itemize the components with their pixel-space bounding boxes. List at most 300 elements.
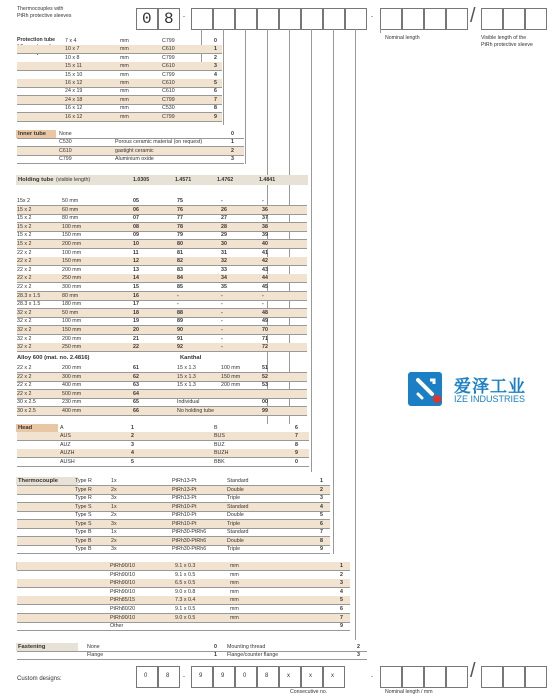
- element-material: PtRh10-Pt: [172, 512, 197, 518]
- option-code: 6: [295, 425, 298, 431]
- length-box-3[interactable]: [424, 8, 446, 30]
- unit: mm: [230, 606, 239, 612]
- code-box-10[interactable]: [345, 8, 367, 30]
- unit: mm: [120, 96, 129, 103]
- code-1-4571: 80: [177, 241, 183, 247]
- alloy-code: 63: [133, 382, 139, 389]
- sleeve-material: PtRh80/20: [110, 606, 136, 612]
- code-1-4841: 70: [262, 327, 268, 333]
- kanthal-length: 200 mm: [221, 382, 241, 389]
- code-box-2[interactable]: [158, 8, 180, 30]
- code-1-4762: -: [221, 292, 223, 299]
- code-1-0305: 10: [133, 241, 139, 247]
- table-row: [17, 643, 367, 651]
- code-1-4762: 33: [221, 266, 227, 273]
- element-count: 2x: [111, 537, 117, 544]
- code-1-4571: 84: [177, 275, 183, 282]
- tube-dimensions: 15 x 10: [65, 71, 83, 78]
- table-row: [17, 458, 309, 466]
- code-1-4841: 37: [262, 215, 268, 222]
- visible-length: 200 mm: [62, 266, 82, 273]
- code-1-4571: 78: [177, 223, 183, 230]
- code-box-9[interactable]: [323, 8, 345, 30]
- tube-dimensions: 15 x 11: [65, 63, 82, 70]
- code-box-4[interactable]: [213, 8, 235, 30]
- table-row: [17, 87, 222, 95]
- alloy-code: 61: [133, 365, 139, 371]
- tube-dimensions: 15 x 2: [17, 206, 32, 213]
- element-material: PtRh13-Pt: [172, 495, 197, 501]
- head-type: BBK: [214, 458, 225, 465]
- table-row: [17, 407, 307, 415]
- kanthal-code: 52: [262, 373, 268, 380]
- visible-length: 400 mm: [62, 408, 82, 414]
- footer-sleeve-box-2[interactable]: [503, 666, 525, 688]
- option-code: 1: [214, 652, 217, 659]
- option-code: 9: [295, 450, 298, 457]
- head-type: A: [60, 425, 64, 431]
- table-row: [17, 231, 307, 239]
- material-1-0305: 1.0305: [133, 177, 150, 183]
- tube-dimensions: 15 x 2: [17, 232, 32, 239]
- alloy-code: 64: [133, 390, 139, 397]
- element-count: 3x: [111, 546, 117, 552]
- tube-dimensions: 22 x 2: [17, 365, 32, 371]
- custom-code-char: x: [331, 673, 334, 679]
- code-1-4762: -: [221, 309, 223, 316]
- table-row: [17, 562, 350, 570]
- code-1-4841: 38: [262, 223, 268, 230]
- alloy-title: Alloy 600 (mat. no. 2.4816): [17, 355, 90, 361]
- footer-length-box[interactable]: [424, 666, 446, 688]
- code-digit-0: 0: [142, 10, 152, 28]
- code-1-4571: 90: [177, 327, 183, 333]
- option-code: 5: [131, 458, 134, 465]
- sleeve-box-2[interactable]: [503, 8, 525, 30]
- option-code: 3: [131, 441, 134, 448]
- head-type: BUS: [214, 433, 225, 440]
- material-1-4762: 1.4762: [217, 177, 234, 183]
- option-code: 3: [357, 652, 360, 659]
- code-1-4571: 82: [177, 258, 183, 265]
- custom-code-box[interactable]: [279, 666, 301, 688]
- code-1-4841: 49: [262, 318, 268, 325]
- sleeve-dimensions: 6.5 x 0.5: [175, 580, 196, 587]
- tube-dimensions: 28.3 x 1.5: [17, 301, 41, 308]
- tube-dimensions: 32 x 2: [17, 318, 32, 325]
- code-1-0305: 13: [133, 266, 139, 273]
- element-count: 1x: [111, 529, 117, 535]
- code-1-4571: 75: [177, 198, 183, 204]
- table-row: [17, 651, 367, 659]
- code-1-4762: 27: [221, 215, 227, 222]
- kanthal-dimensions: 15 x 1.3: [177, 382, 196, 389]
- material-1-4841: 1.4841: [259, 177, 276, 183]
- sleeve-box-1[interactable]: [481, 8, 503, 30]
- table-row: [17, 398, 307, 406]
- kanthal-code: 00: [262, 399, 268, 406]
- table-row: [17, 283, 307, 291]
- sleeve-material: PtRh85/15: [110, 597, 136, 604]
- option-code: 9: [214, 113, 217, 120]
- code-1-4571: 89: [177, 318, 183, 325]
- tube-dimensions: 22 x 2: [17, 373, 32, 380]
- code-1-4841: 40: [262, 241, 268, 247]
- unit: mm: [120, 71, 129, 78]
- unit: mm: [120, 105, 129, 112]
- code-1-0305: 19: [133, 318, 139, 325]
- holding-tube-subtitle: (visible length): [56, 177, 91, 183]
- table-row: [17, 206, 307, 214]
- table-row: [17, 113, 222, 121]
- option-code: 6: [214, 88, 217, 95]
- logo-english: IZE INDUSTRIES: [454, 394, 526, 404]
- code-1-4841: 71: [262, 335, 268, 342]
- configuration: Standard: [227, 478, 249, 484]
- option-code: 2: [214, 54, 217, 61]
- inner-material: C610: [59, 147, 72, 154]
- logo-chinese: 爱泽工业: [454, 377, 526, 396]
- footer-slash: /: [470, 660, 476, 682]
- sleeve-dimensions: 9.1 x 0.3: [175, 563, 196, 569]
- code-1-4762: -: [221, 301, 223, 308]
- element-count: 2x: [111, 486, 117, 493]
- option-code: 8: [320, 537, 323, 544]
- table-row: [17, 622, 350, 630]
- table-row: [17, 503, 330, 511]
- visible-length: 200 mm: [62, 365, 82, 371]
- tube-dimensions: 30 x 2.5: [17, 408, 36, 414]
- alloy-code: 66: [133, 408, 139, 414]
- code-1-4762: 30: [221, 241, 227, 247]
- visible-length: 60 mm: [62, 206, 79, 213]
- sleeve-material: PtRh90/10: [110, 571, 136, 578]
- table-row: [17, 381, 307, 389]
- table-row: [17, 537, 330, 545]
- code-1-4841: 39: [262, 232, 268, 239]
- length-box-4[interactable]: [446, 8, 468, 30]
- custom-code-box[interactable]: [158, 666, 180, 688]
- custom-code-box[interactable]: [191, 666, 213, 688]
- inner-description: gastight ceramic: [115, 147, 154, 154]
- holding-tube-title: Holding tube: [18, 177, 54, 183]
- visible-length: 100 mm: [62, 249, 82, 256]
- option-code: 2: [340, 571, 343, 578]
- configuration: Double: [227, 512, 244, 518]
- kanthal-length: 100 mm: [221, 365, 241, 371]
- option-code: 5: [320, 512, 323, 518]
- tube-material: C530: [162, 105, 175, 112]
- table-row: [17, 79, 222, 87]
- protection-tube-title: Protection tube: [17, 37, 56, 43]
- option-code: 7: [320, 529, 323, 535]
- table-row: [17, 511, 330, 519]
- code-box-3[interactable]: [191, 8, 213, 30]
- sleeve-dimensions: 9.0 x 0.5: [175, 614, 196, 621]
- tube-dimensions: 22 x 2: [17, 266, 32, 273]
- option-code: 4: [340, 588, 343, 595]
- thermocouple-type: Type R: [75, 478, 92, 484]
- option-code: 9: [320, 546, 323, 552]
- thermocouple-type: Type S: [75, 520, 92, 527]
- option-code: 4: [131, 450, 134, 457]
- sleeve-material: PtRh90/10: [110, 563, 136, 569]
- fastening-title: Fastening: [16, 643, 78, 651]
- code-1-4841: 42: [262, 258, 268, 265]
- table-row: [17, 155, 244, 163]
- custom-code-box[interactable]: [213, 666, 235, 688]
- configuration: Double: [227, 537, 244, 544]
- tube-dimensions: 16 x 12: [65, 113, 83, 120]
- option-code: 0: [214, 644, 217, 650]
- code-1-4762: -: [221, 198, 223, 204]
- custom-code-box[interactable]: [323, 666, 345, 688]
- kanthal-length: 150 mm: [221, 373, 241, 380]
- footer-length-box[interactable]: [446, 666, 468, 688]
- code-1-4571: -: [177, 301, 179, 308]
- code-1-4762: -: [221, 344, 223, 351]
- option-code: 2: [357, 644, 360, 650]
- footer-length-box[interactable]: [402, 666, 424, 688]
- code-1-0305: 09: [133, 232, 139, 239]
- table-row: [17, 614, 350, 622]
- option-code: 6: [320, 520, 323, 527]
- tube-dimensions: 32 x 2: [17, 309, 32, 316]
- product-title: Thermocouples with PtRh protective sleeves: [17, 6, 72, 19]
- element-material: PtRh13-Pt: [172, 486, 197, 493]
- visible-length: 150 mm: [62, 232, 82, 239]
- tube-material: C799: [162, 38, 175, 44]
- table-row: [17, 441, 309, 449]
- table-row: [17, 335, 307, 343]
- head-type: AUZH: [60, 450, 75, 457]
- table-row: [17, 390, 307, 398]
- thermocouple-type: Type B: [75, 546, 92, 552]
- element-material: PtRh30-PtRh6: [172, 546, 207, 552]
- kanthal-dimensions: 15 x 1.3: [177, 373, 196, 380]
- option-code: 8: [214, 105, 217, 112]
- option-code: 0: [295, 458, 298, 465]
- custom-code-char: 9: [199, 673, 203, 679]
- inner-material: C530: [59, 139, 72, 146]
- visible-length: 200 mm: [62, 335, 82, 342]
- code-1-4841: -: [262, 198, 264, 204]
- visible-length: 250 mm: [62, 344, 82, 351]
- table-row: [17, 54, 222, 62]
- code-1-4841: -: [262, 301, 264, 308]
- table-row: [17, 571, 350, 579]
- custom-code-box[interactable]: [257, 666, 279, 688]
- code-1-4571: 88: [177, 309, 183, 316]
- table-row: [17, 494, 330, 502]
- code-1-4762: 31: [221, 249, 227, 256]
- option-code: 0: [231, 131, 234, 137]
- tube-material: C610: [162, 63, 175, 70]
- option-code: 2: [231, 147, 234, 154]
- code-1-0305: 05: [133, 198, 139, 204]
- custom-code-box[interactable]: [301, 666, 323, 688]
- inner-tube-title: Inner tube: [16, 130, 56, 138]
- code-1-0305: 17: [133, 301, 139, 308]
- inner-material: None: [59, 131, 72, 137]
- kanthal-dimensions: 15 x 1.3: [177, 365, 196, 371]
- unit: mm: [230, 571, 239, 578]
- code-box-5[interactable]: [235, 8, 257, 30]
- code-1-4571: 85: [177, 284, 183, 290]
- code-digit-8: 8: [164, 10, 174, 28]
- option-code: 8: [295, 441, 298, 448]
- inner-description: Porous ceramic material (on request): [115, 139, 203, 146]
- head-type: AUZ: [60, 441, 71, 448]
- visible-length-label: Visible length of the PtRh protective sleeve: [481, 35, 533, 48]
- option-code: 3: [340, 580, 343, 587]
- length-box-2[interactable]: [402, 8, 424, 30]
- tube-material: C799: [162, 71, 175, 78]
- tube-material: C799: [162, 96, 175, 103]
- thermocouple-title: Thermocouple: [16, 477, 78, 485]
- code-1-4762: -: [221, 318, 223, 325]
- visible-length: 200 mm: [62, 241, 82, 247]
- element-material: PtRh30-PtRh6: [172, 529, 207, 535]
- configuration: Triple: [227, 546, 241, 552]
- code-1-4571: -: [177, 292, 179, 299]
- visible-length: 100 mm: [62, 318, 82, 325]
- head-type: AUSH: [60, 458, 75, 465]
- unit: mm: [120, 54, 129, 61]
- sleeve-box-3[interactable]: [525, 8, 547, 30]
- table-row: [17, 104, 222, 112]
- ize-logo-icon: [408, 366, 448, 410]
- option-code: 1: [340, 563, 343, 569]
- option-code: 7: [295, 433, 298, 440]
- code-1-0305: 07: [133, 215, 139, 222]
- code-1-4762: -: [221, 335, 223, 342]
- option-code: 5: [340, 597, 343, 604]
- head-type: AUS: [60, 433, 71, 440]
- table-row: [17, 477, 330, 485]
- code-1-0305: 06: [133, 206, 139, 213]
- code-1-4841: 41: [262, 249, 268, 256]
- table-row: [17, 138, 244, 146]
- visible-length: 300 mm: [62, 373, 82, 380]
- option-code: 4: [320, 503, 323, 510]
- custom-code-box[interactable]: [136, 666, 158, 688]
- visible-length: 100 mm: [62, 223, 82, 230]
- thermocouple-type: Type B: [75, 529, 92, 535]
- table-row: [17, 596, 350, 604]
- configuration: Standard: [227, 503, 249, 510]
- length-box-1[interactable]: [380, 8, 402, 30]
- option-code: 7: [214, 96, 217, 103]
- unit: mm: [230, 614, 239, 621]
- table-row: [17, 197, 307, 205]
- table-row: [17, 432, 309, 440]
- visible-length: 400 mm: [62, 382, 82, 389]
- code-1-4762: 32: [221, 258, 227, 265]
- tube-dimensions: 15 x 2: [17, 215, 32, 222]
- thermocouple-type: Type R: [75, 486, 92, 493]
- option-code: 1: [231, 139, 234, 146]
- element-material: PtRh10-Pt: [172, 520, 197, 527]
- footer-length-box[interactable]: [380, 666, 402, 688]
- kanthal-code: 51: [262, 365, 268, 371]
- element-material: PtRh30-PtRh6: [172, 537, 207, 544]
- visible-length: 500 mm: [62, 390, 82, 397]
- code-1-0305: 14: [133, 275, 139, 282]
- material-1-4571: 1.4571: [175, 177, 192, 183]
- code-1-4841: 36: [262, 206, 268, 213]
- table-row: [17, 257, 307, 265]
- option-code: 2: [131, 433, 134, 440]
- tube-dimensions: 22 x 2: [17, 258, 32, 265]
- visible-length: 150 mm: [62, 258, 82, 265]
- visible-length: 80 mm: [62, 215, 79, 222]
- code-1-4762: 28: [221, 223, 227, 230]
- custom-code-char: 8: [166, 673, 170, 679]
- table-row: [17, 343, 307, 351]
- kanthal-title: Kanthal: [180, 355, 202, 361]
- tube-material: C610: [162, 46, 175, 53]
- table-row: [17, 240, 307, 248]
- table-row: [17, 449, 309, 457]
- code-box-1[interactable]: [136, 8, 158, 30]
- footer-sleeve-box-3[interactable]: [525, 666, 547, 688]
- custom-designs-label: Custom designs:: [17, 676, 62, 682]
- code-1-4841: -: [262, 292, 264, 299]
- tube-dimensions: 10 x 7: [65, 46, 80, 53]
- code-1-0305: 12: [133, 258, 139, 265]
- tube-dimensions: 30 x 2.5: [17, 399, 36, 406]
- tube-dimensions: 7 x 4: [65, 38, 77, 44]
- code-box-6[interactable]: [257, 8, 279, 30]
- custom-code-char: 8: [265, 673, 269, 679]
- footer-sleeve-box-1[interactable]: [481, 666, 503, 688]
- option-code: 3: [231, 156, 234, 163]
- table-row: [17, 45, 222, 53]
- code-box-7[interactable]: [279, 8, 301, 30]
- option-code: 3: [214, 63, 217, 70]
- tube-dimensions: 15x 2: [17, 198, 30, 204]
- custom-code-box[interactable]: [235, 666, 257, 688]
- option-code: 1: [214, 46, 217, 53]
- code-box-8[interactable]: [301, 8, 323, 30]
- option-code: 5: [214, 80, 217, 86]
- inner-description: Aluminium oxide: [115, 156, 154, 163]
- table-row: [17, 486, 330, 494]
- custom-code-char: 0: [144, 673, 148, 679]
- kanthal-dimensions: Individual: [177, 399, 200, 406]
- table-row: [17, 579, 350, 587]
- custom-code-char: 0: [243, 673, 247, 679]
- tube-dimensions: 22 x 2: [17, 382, 32, 389]
- custom-code-char: x: [287, 673, 290, 679]
- code-1-4841: 43: [262, 266, 268, 273]
- head-title: Head: [16, 424, 58, 432]
- consecutive-label: Consecutive no.: [290, 689, 328, 695]
- table-row: [17, 424, 309, 432]
- table-row: [17, 223, 307, 231]
- option-code: 4: [214, 71, 217, 78]
- fastening-type: Mounting thread: [227, 644, 266, 650]
- option-code: 1: [320, 478, 323, 484]
- thermocouple-type: Type R: [75, 495, 92, 501]
- code-1-4762: -: [221, 327, 223, 333]
- thermocouple-type: Type B: [75, 537, 92, 544]
- table-row: [17, 71, 222, 79]
- unit: mm: [230, 597, 239, 604]
- thermocouple-type: Type S: [75, 512, 92, 518]
- code-1-4841: 48: [262, 309, 268, 316]
